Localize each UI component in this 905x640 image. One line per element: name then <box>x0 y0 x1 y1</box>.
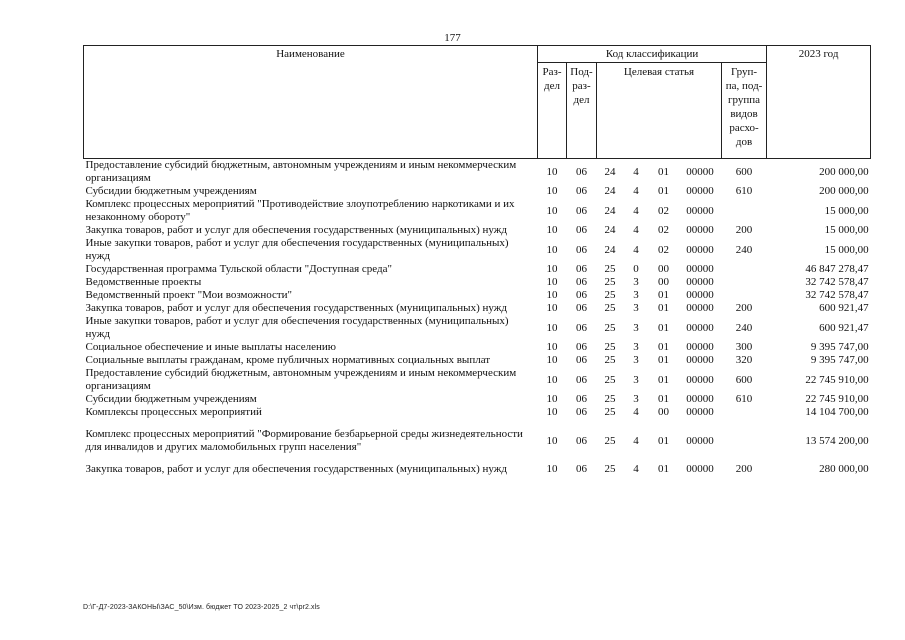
row-name: Социальные выплаты гражданам, кроме публичных нормативных социальных выплат <box>85 354 491 366</box>
row-name: Комплексы процессных мероприятий <box>85 406 262 418</box>
row-expense-type <box>722 289 767 302</box>
row-target-type: 4 <box>633 185 639 197</box>
table-header <box>84 46 871 159</box>
header-vid <box>722 63 767 159</box>
row-podrazdel: 06 <box>576 373 587 386</box>
header-vid-line: Груп- <box>731 66 758 78</box>
row-target-type: 4 <box>633 243 639 256</box>
row-podrazdel: 06 <box>576 302 587 314</box>
row-target-program: 25 <box>604 263 616 275</box>
row-podrazdel: 06 <box>576 224 587 236</box>
row-expense-type <box>722 263 767 276</box>
row-target-subprogram: 01 <box>658 373 669 386</box>
row-target-type: 4 <box>633 204 639 217</box>
row-target-subprogram: 01 <box>658 341 669 353</box>
row-amount: 46 847 278,47 <box>805 263 869 275</box>
row-target-subprogram: 01 <box>658 321 669 334</box>
row-target-program: 25 <box>604 373 616 386</box>
row-target-direction: 00000 <box>686 165 714 178</box>
table-row <box>84 198 871 224</box>
row-target-type: 4 <box>633 463 639 475</box>
row-podrazdel: 06 <box>576 289 587 301</box>
row-name: Комплекс процессных мероприятий "Противодействие злоупотреблению наркотиками и их незаконному обороту" <box>85 198 515 223</box>
row-amount: 22 745 910,00 <box>805 393 869 405</box>
header-vid-line: группа <box>728 94 761 106</box>
row-target-program: 25 <box>604 302 616 314</box>
table-row <box>84 159 871 186</box>
row-expense-type: 300 <box>735 341 753 353</box>
row-amount: 200 000,00 <box>819 185 869 197</box>
row-target-program: 24 <box>604 243 616 256</box>
header-vid-line: расхо- <box>729 122 759 134</box>
header-vid-line: па, под- <box>725 80 763 92</box>
header-vid-line: видов <box>730 108 758 120</box>
row-expense-type: 610 <box>735 393 753 405</box>
row-podrazdel: 06 <box>576 393 587 405</box>
file-path-footer: D:\Г-Д7-2023-ЗАКОНЫ\ЗАС_50\Изм. бюджет ТО 2023-2025_2 чт\pr2.xls <box>83 604 320 611</box>
row-razdel: 10 <box>546 406 558 418</box>
row-target-subprogram: 01 <box>658 393 669 405</box>
table-row <box>84 263 871 276</box>
table-row <box>84 454 871 476</box>
row-target-subprogram: 00 <box>658 263 669 275</box>
table-row <box>84 419 871 454</box>
row-target-direction: 00000 <box>686 406 714 418</box>
row-target-direction: 00000 <box>686 434 714 447</box>
row-target-type: 3 <box>633 302 639 314</box>
row-target-program: 25 <box>604 434 616 447</box>
table-row <box>84 354 871 367</box>
row-target-type: 3 <box>633 289 639 301</box>
row-amount: 15 000,00 <box>824 224 869 236</box>
row-target-type: 3 <box>633 393 639 405</box>
row-podrazdel: 06 <box>576 276 587 288</box>
row-razdel: 10 <box>546 354 558 366</box>
row-name: Закупка товаров, работ и услуг для обеспечения государственных (муниципальных) нужд <box>85 224 507 236</box>
row-target-direction: 00000 <box>686 289 714 301</box>
row-target-subprogram: 01 <box>658 289 669 301</box>
row-razdel: 10 <box>546 463 558 475</box>
row-name: Субсидии бюджетным учреждениям <box>85 185 257 197</box>
table-row <box>84 289 871 302</box>
row-name: Закупка товаров, работ и услуг для обеспечения государственных (муниципальных) нужд <box>85 463 507 475</box>
header-razdel-line: дел <box>544 80 560 92</box>
row-target-subprogram: 00 <box>658 406 669 418</box>
row-target-direction: 00000 <box>686 463 714 475</box>
row-podrazdel: 06 <box>576 204 587 217</box>
row-target-direction: 00000 <box>686 263 714 275</box>
row-expense-type <box>722 406 767 419</box>
row-razdel: 10 <box>546 263 558 275</box>
row-name: Ведомственные проекты <box>85 276 202 288</box>
row-podrazdel: 06 <box>576 341 587 353</box>
row-razdel: 10 <box>546 393 558 405</box>
row-target-type: 4 <box>633 434 639 447</box>
row-expense-type: 200 <box>735 302 753 314</box>
row-target-type: 3 <box>633 341 639 353</box>
row-razdel: 10 <box>546 224 558 236</box>
row-expense-type: 610 <box>735 185 753 197</box>
table-row <box>84 185 871 198</box>
row-razdel: 10 <box>546 185 558 197</box>
row-expense-type: 600 <box>735 373 753 386</box>
row-razdel: 10 <box>546 373 558 386</box>
row-name: Ведомственный проект "Мои возможности" <box>85 289 293 301</box>
row-target-program: 25 <box>604 289 616 301</box>
row-target-program: 24 <box>604 224 616 236</box>
row-target-direction: 00000 <box>686 276 714 288</box>
row-amount: 600 921,47 <box>819 302 869 314</box>
row-podrazdel: 06 <box>576 185 587 197</box>
row-expense-type: 200 <box>735 463 753 475</box>
row-podrazdel: 06 <box>576 263 587 275</box>
row-name: Социальное обеспечение и иные выплаты населению <box>85 341 337 353</box>
row-podrazdel: 06 <box>576 463 587 475</box>
row-podrazdel: 06 <box>576 243 587 256</box>
row-amount: 600 921,47 <box>819 321 869 334</box>
row-target-type: 4 <box>633 165 639 178</box>
page-number: 177 <box>444 32 461 44</box>
row-target-subprogram: 02 <box>658 204 669 217</box>
row-target-direction: 00000 <box>686 393 714 405</box>
table-row <box>84 406 871 419</box>
row-amount: 22 745 910,00 <box>805 373 869 386</box>
row-target-direction: 00000 <box>686 302 714 314</box>
row-target-direction: 00000 <box>686 354 714 366</box>
table-row <box>84 237 871 263</box>
row-name: Иные закупки товаров, работ и услуг для обеспечения государственных (муниципальных) нужд <box>85 237 509 262</box>
row-podrazdel: 06 <box>576 434 587 447</box>
row-target-program: 24 <box>604 185 616 197</box>
row-podrazdel: 06 <box>576 165 587 178</box>
row-target-program: 25 <box>604 341 616 353</box>
row-target-program: 24 <box>604 204 616 217</box>
row-target-subprogram: 01 <box>658 434 669 447</box>
header-name: Наименование <box>84 46 538 159</box>
row-podrazdel: 06 <box>576 321 587 334</box>
row-amount: 15 000,00 <box>824 243 869 256</box>
row-name: Субсидии бюджетным учреждениям <box>85 393 257 405</box>
row-podrazdel: 06 <box>576 406 587 418</box>
row-expense-type <box>722 198 767 224</box>
row-razdel: 10 <box>546 276 558 288</box>
row-target-program: 25 <box>604 354 616 366</box>
row-name: Предоставление субсидий бюджетным, автономным учреждениям и иным некоммерческим организациям <box>85 367 517 392</box>
table-row <box>84 302 871 315</box>
row-name: Государственная программа Тульской области "Доступная среда" <box>85 263 393 275</box>
row-target-type: 0 <box>633 263 639 275</box>
row-target-direction: 00000 <box>686 204 714 217</box>
row-target-program: 25 <box>604 393 616 405</box>
table-row <box>84 367 871 393</box>
row-target-type: 3 <box>633 276 639 288</box>
row-name: Предоставление субсидий бюджетным, автономным учреждениям и иным некоммерческим организациям <box>85 159 517 184</box>
row-target-direction: 00000 <box>686 321 714 334</box>
row-target-program: 25 <box>604 321 616 334</box>
table-row <box>84 224 871 237</box>
budget-table-container <box>83 45 870 476</box>
row-target-direction: 00000 <box>686 224 714 236</box>
row-name: Иные закупки товаров, работ и услуг для обеспечения государственных (муниципальных) нужд <box>85 315 509 340</box>
row-expense-type <box>722 419 767 454</box>
table-row <box>84 393 871 406</box>
row-razdel: 10 <box>546 434 558 447</box>
row-target-type: 4 <box>633 406 639 418</box>
row-amount: 15 000,00 <box>824 204 869 217</box>
row-razdel: 10 <box>546 302 558 314</box>
header-code-classification: Код классификации <box>538 46 767 63</box>
row-amount: 280 000,00 <box>819 463 869 475</box>
row-target-type: 4 <box>633 224 639 236</box>
row-razdel: 10 <box>546 321 558 334</box>
row-expense-type <box>722 276 767 289</box>
row-razdel: 10 <box>546 165 558 178</box>
row-target-program: 25 <box>604 463 616 475</box>
header-podrazdel-line: раз- <box>572 80 591 92</box>
row-expense-type: 240 <box>735 321 753 334</box>
table-row <box>84 315 871 341</box>
row-target-subprogram: 02 <box>658 243 669 256</box>
row-amount: 32 742 578,47 <box>805 276 869 288</box>
table-row <box>84 341 871 354</box>
header-year: 2023 год <box>767 46 871 159</box>
row-target-subprogram: 01 <box>658 185 669 197</box>
row-expense-type: 600 <box>735 165 753 178</box>
row-target-subprogram: 01 <box>658 165 669 178</box>
row-target-program: 25 <box>604 276 616 288</box>
row-expense-type: 240 <box>735 243 753 256</box>
row-target-type: 3 <box>633 373 639 386</box>
header-podrazdel-line: Под- <box>570 66 593 78</box>
row-expense-type: 200 <box>735 224 753 236</box>
row-podrazdel: 06 <box>576 354 587 366</box>
table-body <box>84 159 871 477</box>
row-target-subprogram: 01 <box>658 463 669 475</box>
row-amount: 200 000,00 <box>819 165 869 178</box>
header-target-article: Целевая статья <box>597 63 722 159</box>
row-name: Закупка товаров, работ и услуг для обеспечения государственных (муниципальных) нужд <box>85 302 507 314</box>
row-target-direction: 00000 <box>686 341 714 353</box>
header-razdel-line: Раз- <box>542 66 562 78</box>
row-target-type: 3 <box>633 321 639 334</box>
row-target-subprogram: 00 <box>658 276 669 288</box>
row-target-subprogram: 01 <box>658 302 669 314</box>
row-amount: 14 104 700,00 <box>805 406 869 418</box>
row-target-subprogram: 01 <box>658 354 669 366</box>
row-target-program: 25 <box>604 406 616 418</box>
row-amount: 9 395 747,00 <box>810 354 869 366</box>
header-razdel <box>538 63 567 159</box>
row-target-direction: 00000 <box>686 185 714 197</box>
row-amount: 9 395 747,00 <box>810 341 869 353</box>
row-target-direction: 00000 <box>686 373 714 386</box>
row-razdel: 10 <box>546 204 558 217</box>
row-target-subprogram: 02 <box>658 224 669 236</box>
row-amount: 32 742 578,47 <box>805 289 869 301</box>
header-podrazdel <box>567 63 597 159</box>
row-amount: 13 574 200,00 <box>805 434 869 447</box>
table-row <box>84 276 871 289</box>
row-name: Комплекс процессных мероприятий "Формирование безбарьерной среды жизнедеятельности для инвалидов и других маломобильных групп населения" <box>85 428 523 453</box>
row-target-type: 3 <box>633 354 639 366</box>
row-razdel: 10 <box>546 243 558 256</box>
budget-table <box>83 45 871 476</box>
row-target-direction: 00000 <box>686 243 714 256</box>
row-target-program: 24 <box>604 165 616 178</box>
row-razdel: 10 <box>546 289 558 301</box>
row-razdel: 10 <box>546 341 558 353</box>
header-vid-line: дов <box>735 136 753 148</box>
row-expense-type: 320 <box>735 354 753 366</box>
header-podrazdel-line: дел <box>573 94 590 106</box>
